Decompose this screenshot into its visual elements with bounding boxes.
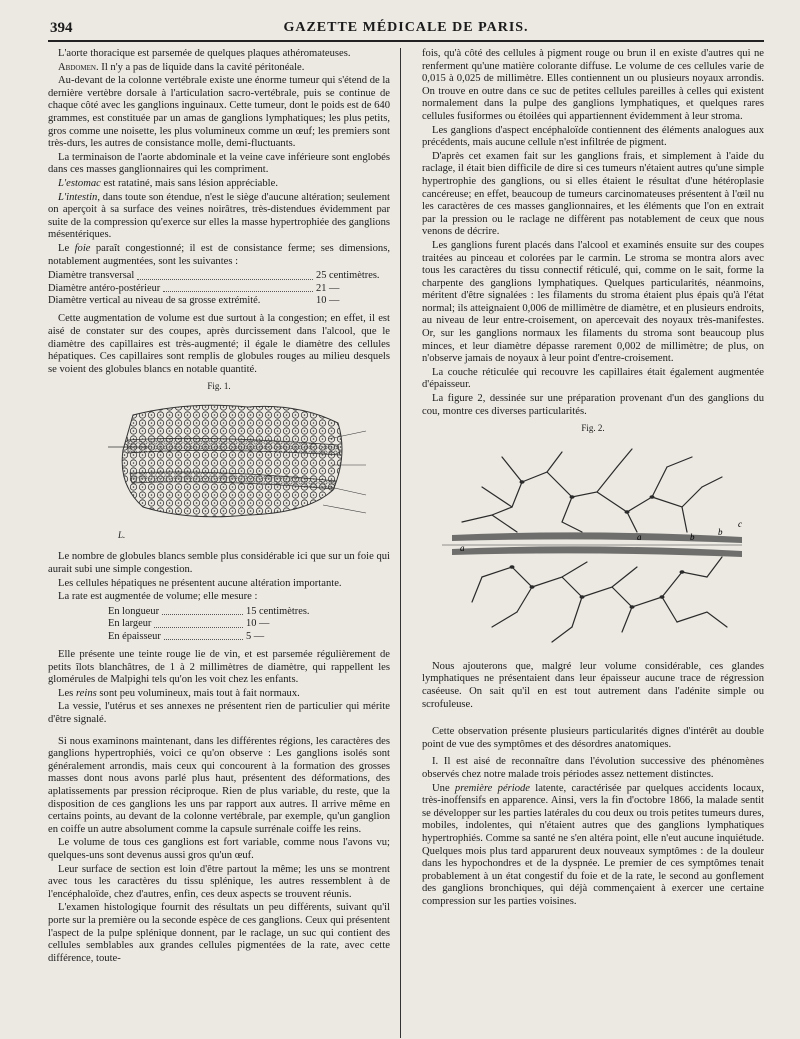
figure-2-letter: b [690, 531, 695, 542]
dimension-value: 10 — [246, 618, 270, 630]
figure-2-letter: a [637, 531, 642, 542]
journal-title: GAZETTE MÉDICALE DE PARIS. [283, 20, 529, 35]
liver-dimensions [48, 270, 390, 307]
paragraph: L'examen histologique fournit des résultats un peu différents, suivant qu'il porte sur la première ou la seconde espèce de ces ganglions. Ceux qui présentent l'aspect de la pulpe splénique donnent, par le raclage, un suc qui contient des cellules semblables aux grandes cellules pigmentées de la rate, avec cette différence, toute- [48, 902, 390, 964]
paragraph: Le nombre de globules blancs semble plus considérable ici que sur un foie qui aurait subi une simple congestion. [48, 551, 390, 576]
term: reins [75, 687, 97, 699]
paragraph [48, 243, 390, 268]
dimension-value: 21 — [316, 282, 340, 294]
paragraph-text: est ratatiné, mais sans lésion appréciable. [100, 177, 278, 189]
dimension-row [48, 606, 390, 618]
dimension-row [48, 270, 390, 282]
dimension-value: 10 — [316, 294, 340, 306]
dimension-row [48, 631, 390, 643]
column-divider [400, 48, 401, 1038]
dimension-label: Diamètre vertical au niveau de sa grosse extrémité. [48, 294, 261, 306]
dimension-label: En largeur [108, 618, 152, 630]
paragraph: Leur surface de section est loin d'être partout la même; les uns se montrent avec tous les caractères du tissu splénique, les autres ressemblent à de l'encéphaloïde, chez d'autres, enfin, ces deux aspects se trouvent réunis. [48, 863, 390, 900]
section-label: Abdomen. [58, 61, 99, 73]
dimension-value: 25 centimètres. [316, 270, 380, 282]
figure-2-letter: a [460, 542, 465, 553]
paragraph: Les ganglions furent placés dans l'alcool et examinés ensuite sur des coupes traitées au pinceau et colorées par le carmin. Le stroma se montra alors avec tous les caractères du tissu connectif réticulé, qui, comme on le sait, forme la charpente des ganglions lymphatiques. Quelques particularités, néanmoins, méritent d'être signalées : les filaments du stroma étaient plus épais qu'à l'état normal; ils atteignaient 0,006 de millimètre de diamètre, et en plusieurs endroits, au niveau de leur entre-croisement, on apercevait des noyaux très-manifestes. Or, sur les ganglions normaux les filaments du stroma sont beaucoup plus minces, et leur diamètre dépasse rarement 0,002 de millimètre; de plus, on n'observe jamais de noyaux à leur point d'entre-croisement. [422, 239, 764, 365]
term: L'estomac [58, 177, 101, 189]
dimension-row [48, 295, 390, 307]
dimension-row [48, 618, 390, 630]
paragraph: La couche réticulée qui recouvre les capillaires était également augmentée d'épaisseur. [422, 366, 764, 391]
paragraph: La rate est augmentée de volume; elle mesure : [58, 591, 258, 603]
figure-1-label: L. [118, 529, 126, 540]
dimension-row [48, 283, 390, 295]
paragraph: L'aorte thoracique est parsemée de quelques plaques athéromateuses. [58, 48, 351, 59]
page-header [48, 14, 764, 42]
paragraph: Les ganglions d'aspect encéphaloïde contiennent des éléments analogues aux précédents, mais aucune cellule n'est infiltrée de pigment. [422, 124, 764, 149]
right-column [422, 48, 764, 1038]
paragraph: Les cellules hépatiques ne présentent aucune altération importante. [58, 577, 342, 589]
dimension-value: 5 — [246, 630, 265, 642]
paragraph: La vessie, l'utérus et ses annexes ne présentent rien de particulier qui mérite d'être signalé. [48, 701, 390, 726]
figure-1-caption: Fig. 1. [207, 381, 231, 392]
two-column-body [48, 48, 764, 1038]
term: L'intestin [58, 191, 98, 203]
paragraph-text: sont peu volumineux, mais tout à fait normaux. [96, 687, 300, 699]
paragraph: fois, qu'à côté des cellules à pigment rouge ou brun il en existe d'autres qui ne renferment qu'une matière colorante diffuse. Le volume de ces cellules varie de 0,015 à 0,025 de millimètre. Elles contiennent un ou plusieurs noyaux arrondis. On trouve en outre dans ce suc de petites cellules pareilles à celles qui existent normalement dans la pulpe des ganglions lymphatiques, et quelques rares cellules fusiformes ou étoilées qui appartiennent évidemment à leur stroma. [422, 48, 764, 122]
dimension-label: En épaisseur [108, 630, 161, 642]
paragraph [422, 783, 764, 909]
paragraph: Cette observation présente plusieurs particularités dignes d'intérêt au double point de vue des symptômes et des désordres anatomiques. [422, 726, 764, 750]
paragraph-text: , dans toute son étendue, n'est le siège d'aucune altération; seulement on aperçoit à sa surface des veines noirâtres, très-distendues évidemment par suite de la compression qu'exerce sur elles la masse hypertrophiée des ganglions mésentériques. [48, 191, 390, 241]
paragraph-text: Une [432, 782, 455, 794]
paragraph: I. Il est aisé de reconnaître dans l'évolution successive des phénomènes observés chez notre malade trois périodes assez nettement distinctes. [422, 756, 764, 780]
paragraph: Nous ajouterons que, malgré leur volume considérable, ces glandes lymphatiques ne présentaient dans leur épaisseur aucune trace de régression caséeuse. On sait qu'il en est tout autrement dans l'adénite simple ou scrofuleuse. [422, 660, 764, 710]
figure-2-letter: c [738, 518, 742, 529]
paragraph: La figure 2, dessinée sur une préparation provenant d'un des ganglions du cou, montre ces diverses particularités. [422, 393, 764, 417]
figure-2-letter: b [718, 526, 723, 537]
term: foie [74, 242, 91, 254]
paragraph: Le volume de tous ces ganglions est fort variable, comme nous l'avons vu; quelques-uns sont devenus aussi gros qu'un œuf. [48, 837, 390, 861]
paragraph: Si nous examinons maintenant, dans les différentes régions, les caractères des ganglions hypertrophiés, voici ce qu'on observe : Les ganglions isolés sont généralement arrondis, mais ceux qui concourent à la formation des grosses masses dont nous avons parlé plus haut, présentent des déformations, des aplatissements par pression réciproque. Rien de plus variable, du reste, que la disposition de ces ganglions les uns par rapport aux autres. Il arrive même en certains points, au devant de la colonne vertébrale, par exemple, qu'un ganglion en coiffe un autre absolument comme la capsule surrénale coiffe les reins. [48, 735, 390, 835]
spleen-dimensions [48, 606, 390, 643]
dimension-label: Diamètre transversal [48, 270, 135, 282]
figure-2-caption: Fig. 2. [581, 423, 605, 434]
paragraph-text: Le [58, 242, 75, 254]
paragraph: Elle présente une teinte rouge lie de vin, et est parsemée régulièrement de petits îlots blanchâtres, de 1 à 2 millimètres de diamètre, qui rappellent les glomérules de Malpighi tels qu'on les voit chez les enfants. [48, 649, 390, 686]
paragraph [48, 178, 390, 191]
paragraph-text: Les [58, 687, 76, 699]
page-number: 394 [50, 20, 73, 36]
paragraph: Au-devant de la colonne vertébrale existe une énorme tumeur qui s'étend de la dernière vertèbre dorsale à l'articulation sacro-vertébrale, puis se continue de chaque côté avec les ganglions inguinaux. Cette tumeur, dont le poids est de 640 grammes, est constituée par un amas de ganglions lymphatiques; les plus petits, gros comme une noisette, les plus volumineux comme un œuf; les premiers sont très-durs, les autres de consistance molle, demi-fluctuants. [48, 75, 390, 150]
term: première période [454, 782, 531, 794]
paragraph: D'après cet examen fait sur les ganglions frais, et simplement à l'aide du raclage, il était bien difficile de dire si ces tumeurs n'étaient autres qu'une simple hypertrophie des ganglions, ou si elles étaient le résultat d'une hétéroplasie cancéreuse; en effet, beaucoup de tumeurs carcinomateuses présentent à l'œil nu les caractères de ces masses ganglionnaires, et les éléments que l'on en extrait par la pression ou le raclage ne diffèrent pas notablement de ceux que nous venons de décrire. [422, 150, 764, 238]
paragraph: La terminaison de l'aorte abdominale et la veine cave inférieure sont englobés dans ces masses ganglionnaires qui les compriment. [48, 151, 390, 176]
paragraph: Cette augmentation de volume est due surtout à la congestion; en effet, il est aisé de constater sur des coupes, après durcissement dans l'alcool, que le diamètre des capillaires est très-augmenté; il égale le diamètre des cellules hépatiques. Ces capillaires sont remplis de globules rouges au milieu desquels se voient des globules blancs en notable quantité. [48, 313, 390, 375]
paragraph [48, 688, 390, 701]
left-column [48, 48, 390, 1038]
paragraph-text: Il n'y a pas de liquide dans la cavité péritonéale. [98, 61, 305, 73]
dimension-label: En longueur [108, 605, 160, 617]
dimension-value: 15 centimètres. [246, 605, 310, 617]
paragraph-text: latente, caractérisée par quelques accidents locaux, très-inoffensifs en apparence. Ainsi, vers la fin d'octobre 1866, la malade sentit se développer sur les parties latérales du cou deux ou trois petites tumeurs dures, mobiles, indolentes, qui n'étaient autres que des ganglions lymphatiques hypertrophiés. Comme sa santé ne s'en altéra point, elle n'eut aucune inquiétude. Quelques mois plus tard apparurent deux nouveaux symptômes : de la douleur dans les hypochondres et de la dyspnée. Le premier de ces symptômes tenait probablement à un état congestif du foie et de la rate, le second au gonflement des ganglions bronchiques, qui déjà commençaient à exercer une certaine compression sur les parties voisines. [422, 782, 764, 907]
paragraph-text: paraît congestionné; il est de consistance ferme; ses dimensions, notablement augmentées, sont les suivantes : [48, 242, 390, 267]
paragraph [48, 62, 390, 75]
dimension-label: Diamètre antéro-postérieur [48, 282, 161, 294]
paragraph [48, 192, 390, 242]
figure-2-stroma-illustration [422, 437, 764, 651]
figure-1-liver-illustration [48, 395, 390, 533]
